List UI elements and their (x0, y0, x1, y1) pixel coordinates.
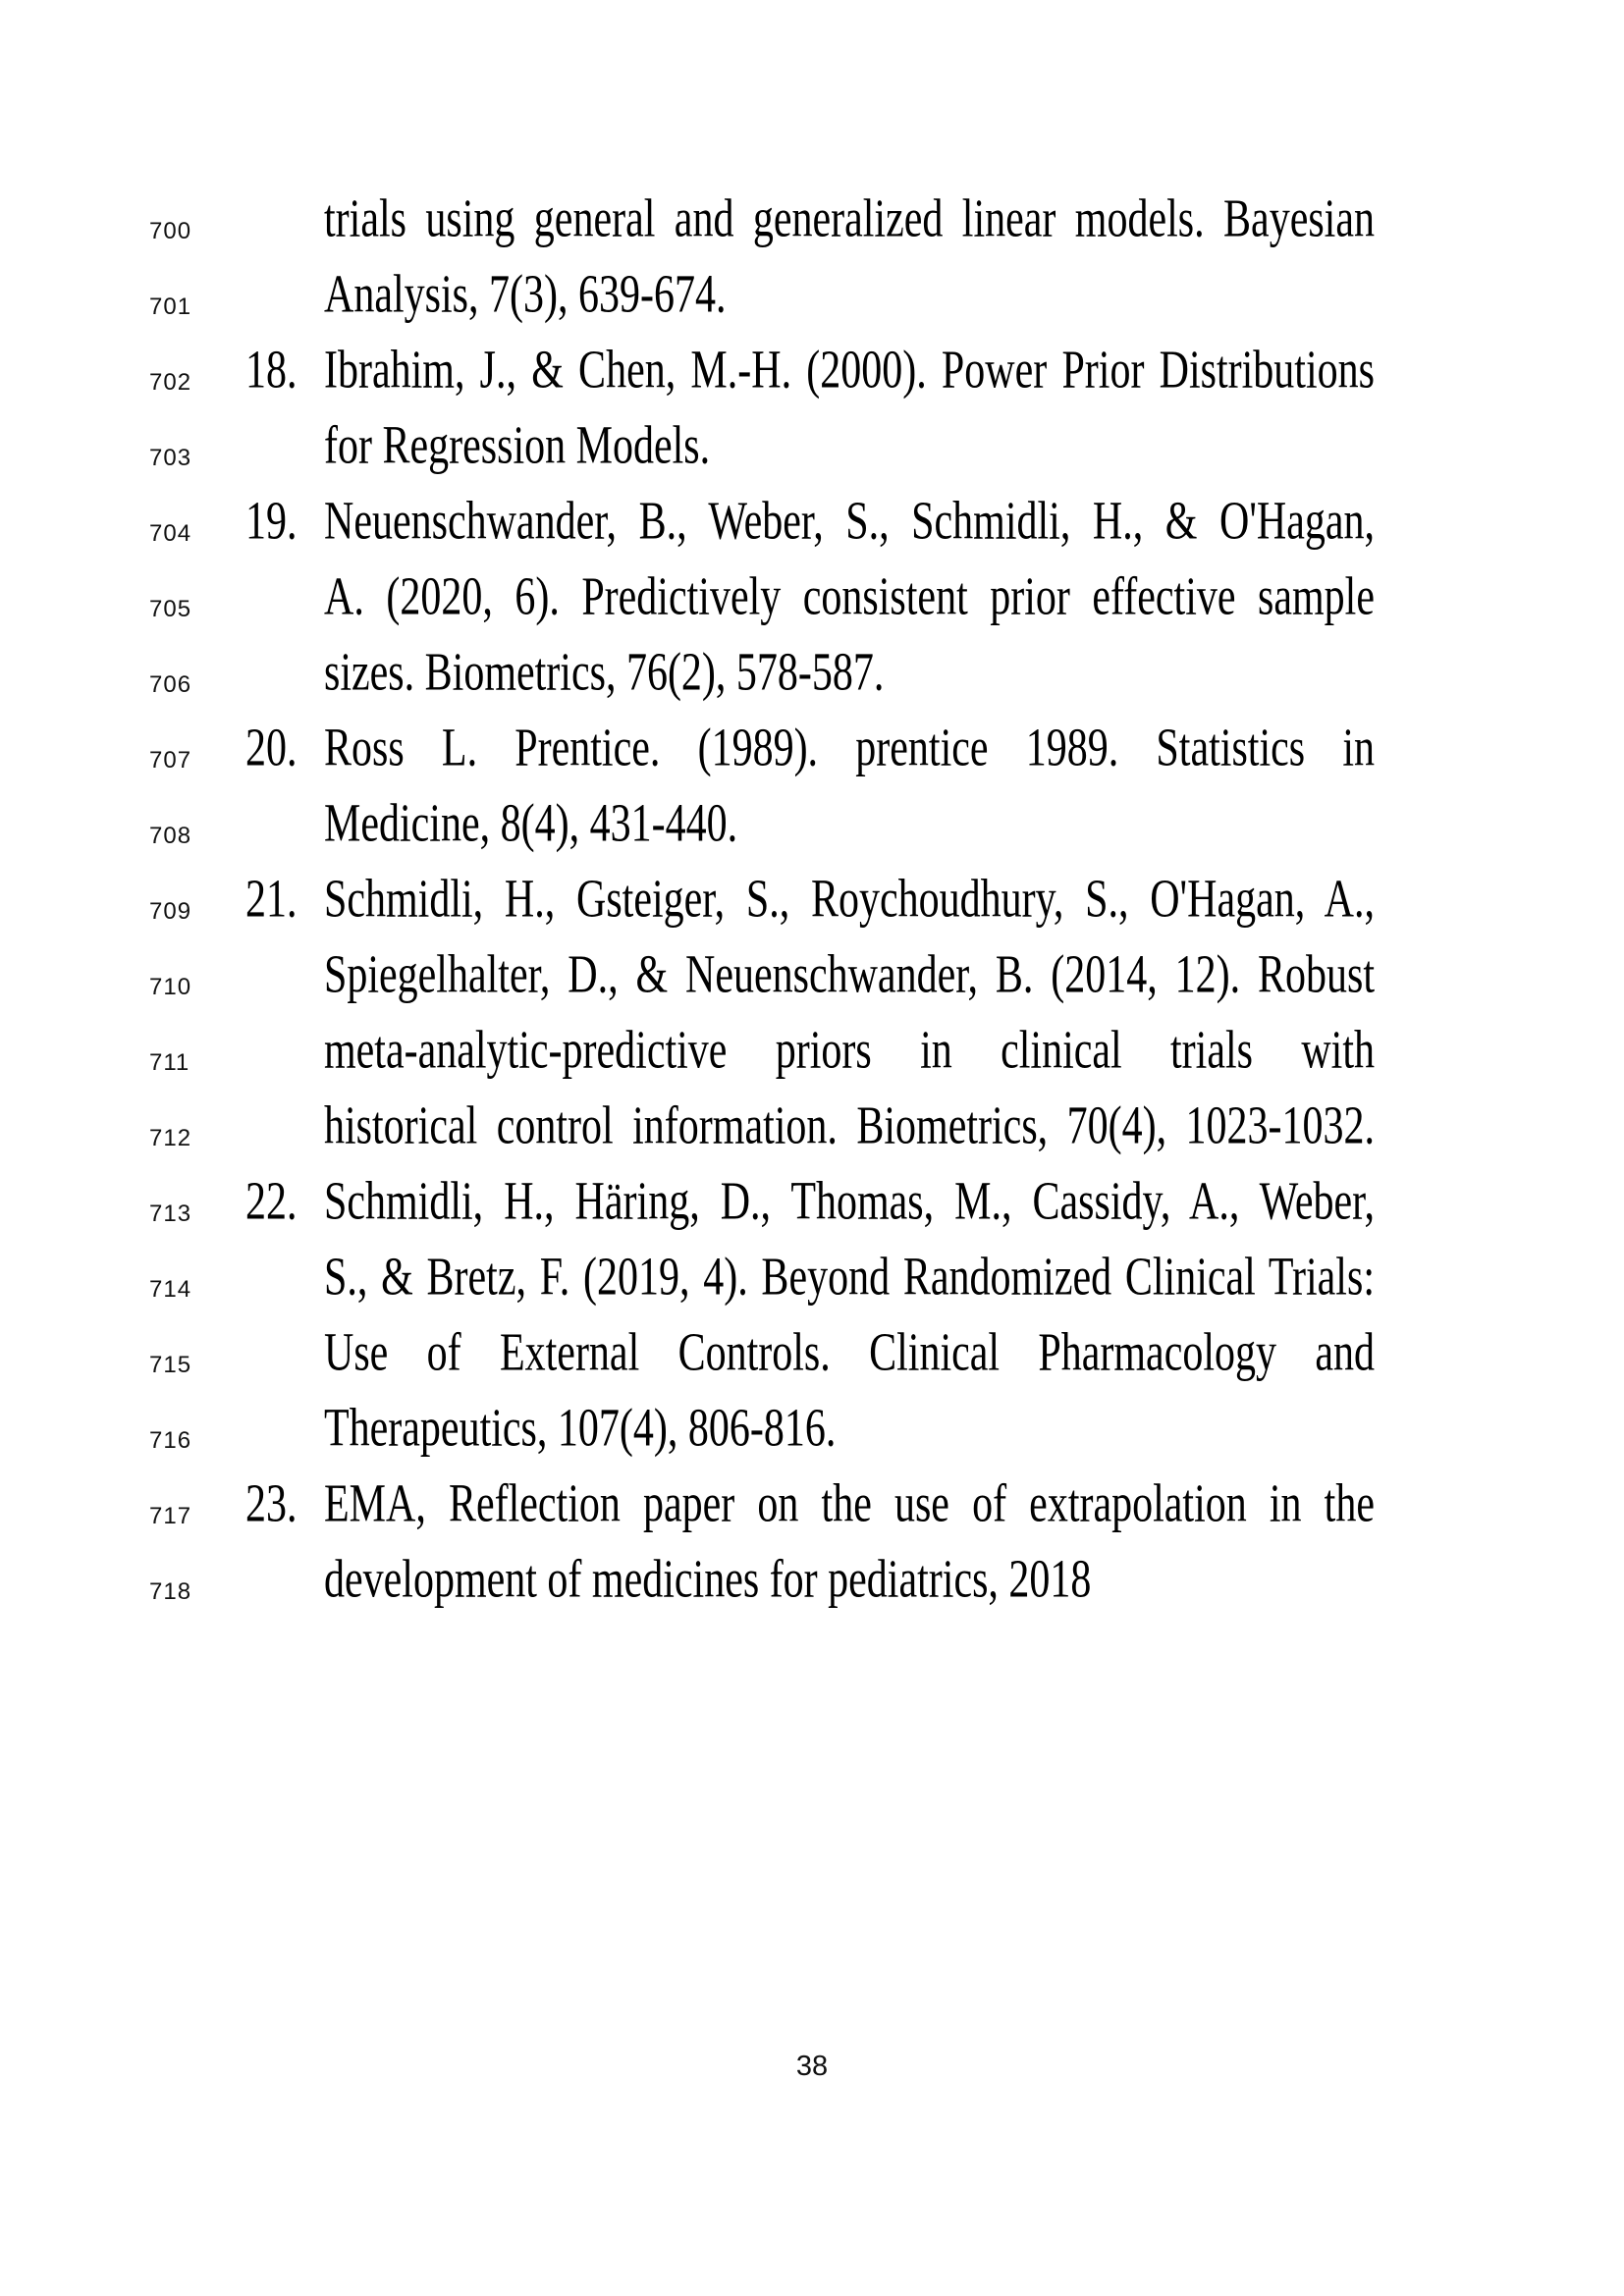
reference-item-number: 20. (245, 719, 298, 778)
references-list (0, 187, 1624, 1623)
reference-text: Schmidli, H., Gsteiger, S., Roychoudhury, S., O'Hagan, A., (324, 870, 1375, 930)
line-number: 707 (149, 747, 192, 774)
reference-text: Ibrahim, J., & Chen, M.-H. (2000). Power Prior Distributions (324, 341, 1375, 400)
reference-text: Schmidli, H., Häring, D., Thomas, M., Cassidy, A., Weber, (324, 1172, 1375, 1232)
reference-text: sizes. Biometrics, 76(2), 578-587. (324, 643, 885, 703)
reference-text: Spiegelhalter, D., & Neuenschwander, B. (2014, 12). Robust (324, 945, 1375, 1005)
reference-line (0, 1547, 1624, 1623)
line-number: 701 (149, 294, 192, 320)
reference-text: historical control information. Biometrics, 70(4), 1023-1032. (324, 1096, 1375, 1156)
reference-item-number: 23. (245, 1474, 298, 1534)
reference-text: trials using general and generalized linear models. Bayesian (324, 189, 1375, 249)
line-number: 703 (149, 445, 192, 471)
reference-item-number: 18. (245, 341, 298, 400)
line-number: 710 (149, 974, 192, 1000)
reference-text: Analysis, 7(3), 639-674. (324, 265, 727, 325)
line-number: 718 (149, 1578, 192, 1605)
reference-text: Ross L. Prentice. (1989). prentice 1989. Statistics in (324, 719, 1375, 778)
reference-text: Use of External Controls. Clinical Pharmacology and (324, 1323, 1375, 1383)
reference-item-number: 22. (245, 1172, 298, 1232)
line-number: 702 (149, 369, 192, 396)
line-number: 705 (149, 596, 192, 622)
line-number: 708 (149, 823, 192, 849)
reference-text: S., & Bretz, F. (2019, 4). Beyond Randomized Clinical Trials: (324, 1248, 1375, 1308)
line-number: 716 (149, 1427, 192, 1454)
reference-text: for Regression Models. (324, 416, 711, 476)
line-number: 706 (149, 671, 192, 698)
line-number: 700 (149, 218, 192, 244)
reference-text: A. (2020, 6). Predictively consistent prior effective sample (324, 567, 1375, 627)
page-number: 38 (795, 2051, 829, 2082)
line-number: 715 (149, 1352, 192, 1378)
reference-item-number: 19. (245, 492, 298, 552)
reference-text: development of medicines for pediatrics, 2018 (324, 1550, 1092, 1610)
line-number: 714 (149, 1276, 192, 1303)
line-number: 712 (149, 1125, 192, 1151)
line-number: 711 (149, 1049, 190, 1076)
reference-text: Therapeutics, 107(4), 806-816. (324, 1399, 837, 1459)
line-number: 717 (149, 1503, 192, 1529)
line-number: 704 (149, 520, 192, 547)
reference-item-number: 21. (245, 870, 298, 930)
reference-text: meta-analytic-predictive priors in clinical trials with (324, 1021, 1375, 1081)
reference-text: Medicine, 8(4), 431-440. (324, 794, 738, 854)
line-number: 713 (149, 1201, 192, 1227)
line-number: 709 (149, 898, 192, 925)
reference-text: EMA, Reflection paper on the use of extrapolation in the (324, 1474, 1375, 1534)
reference-text: Neuenschwander, B., Weber, S., Schmidli, H., & O'Hagan, (324, 492, 1375, 552)
